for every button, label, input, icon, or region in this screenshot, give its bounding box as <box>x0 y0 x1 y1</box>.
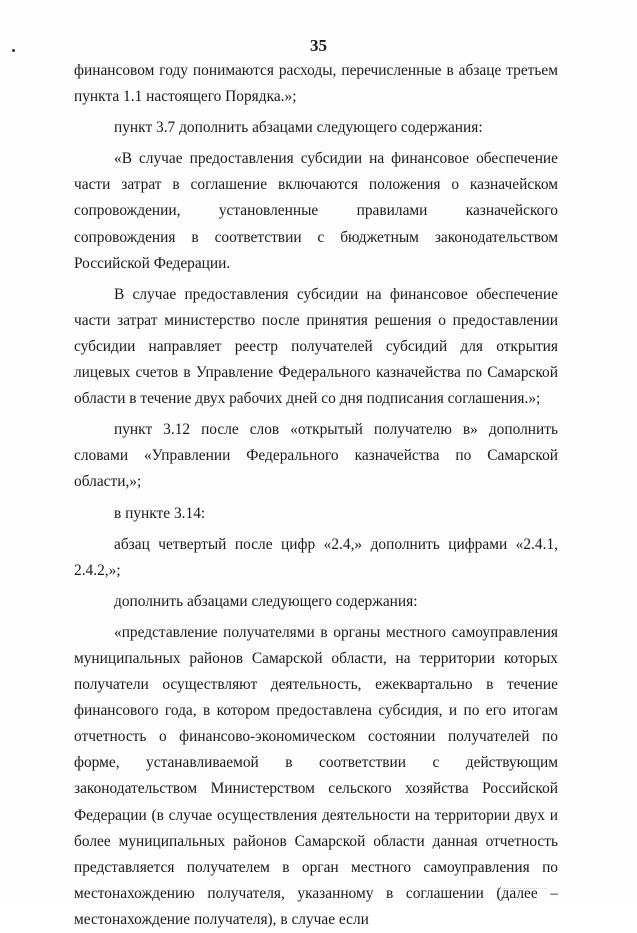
paragraph: пункт 3.12 после слов «открытый получателю в» дополнить словами «Управлении Федерального казначейства по Самарской области,»; <box>74 421 558 491</box>
scan-artifact <box>497 888 547 895</box>
paragraph: дополнить абзацами следующего содержания: <box>114 592 418 610</box>
paragraph-continuation: финансовом году понимаются расходы, перечисленные в абзаце третьем пункта 1.1 настоящего Порядка.»; <box>74 62 558 106</box>
paragraph: абзац четвертый после цифр «2.4,» дополнить цифрами «2.4.1, 2.4.2,»; <box>74 535 558 579</box>
paragraph: «представление получателями в органы местного самоуправления муниципальных районов Самарской области, на территории которых получатели осуществляют деятельность, ежеквартально в течение финансового года, в котором предоставлена субсидия, и по его итогам отчетность о финансово-экономическом состоянии получателей по форме, устанавливаемой в соответствии с действующим законодательством Министерством сельского хозяйства Российской Федерации (в случае осуществления деятельности на территории двух и более муниципальных районов Самарской области данная отчетность представляется получателем в орган местного самоуправления по местонахождению получателя, указанному в соглашении (далее – местонахождение получателя), в случае если <box>74 623 558 928</box>
paragraph: в пункте 3.14: <box>114 504 206 522</box>
paragraph: «В случае предоставления субсидии на финансовое обеспечение части затрат в соглашение включаются положения о казначейском сопровождении, установленные правилами казначейского сопровождения в соответствии с бюджетным законодательством Российской Федерации. <box>74 150 558 272</box>
page-number: 35 <box>310 36 327 55</box>
document-body <box>74 58 558 933</box>
paragraph: В случае предоставления субсидии на финансовое обеспечение части затрат министерство после принятия решения о предоставлении субсидии направляет реестр получателей субсидий для открытия лицевых счетов в Управление Федерального казначейства по Самарской области в течение двух рабочих дней со дня подписания соглашения.»; <box>74 285 558 408</box>
paragraph: пункт 3.7 дополнить абзацами следующего содержания: <box>114 119 483 137</box>
